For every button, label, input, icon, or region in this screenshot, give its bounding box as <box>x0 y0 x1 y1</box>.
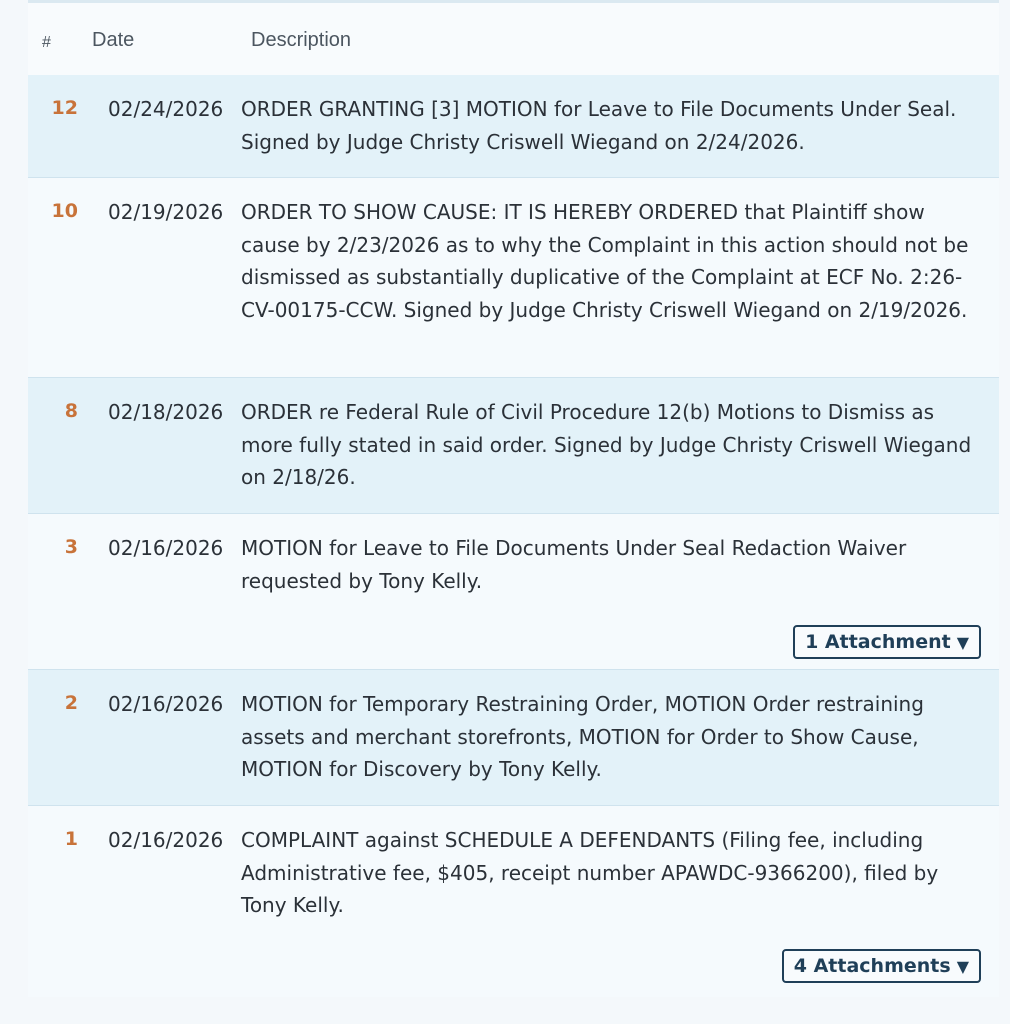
entry-date: 02/19/2026 <box>108 200 224 224</box>
entry-description: MOTION for Temporary Restraining Order, MOTION Order restraining assets and merchant storefronts, MOTION for Order to Show Cause, MOTION for Discovery by Tony Kelly. <box>241 692 924 782</box>
column-header-description: Description <box>251 29 352 51</box>
attachments-button[interactable] <box>782 949 981 983</box>
column-header-number: # <box>42 34 51 51</box>
entry-description: ORDER re Federal Rule of Civil Procedure 12(b) Motions to Dismiss as more fully stated in said order. Signed by Judge Christy Criswell Wiegand on 2/18/26. <box>241 400 972 490</box>
docket-table <box>28 0 999 994</box>
docket-entry-row <box>28 514 999 670</box>
docket-entry-row <box>28 75 999 178</box>
entry-date: 02/18/2026 <box>108 400 224 424</box>
entry-number: 3 <box>64 536 78 558</box>
entry-description: COMPLAINT against SCHEDULE A DEFENDANTS (Filing fee, including Administrative fee, $405, receipt number APAWDC-9366200), filed by Tony Kelly. <box>241 828 939 918</box>
column-header-date: Date <box>92 29 135 51</box>
caret-down-icon: ▼ <box>956 957 969 976</box>
entry-date: 02/24/2026 <box>108 97 224 121</box>
entry-description: MOTION for Leave to File Documents Under Seal Redaction Waiver requested by Tony Kelly. <box>241 536 907 593</box>
entry-number: 10 <box>51 200 78 222</box>
attachments-label: 4 Attachments <box>793 955 951 977</box>
docket-table-header <box>28 3 999 76</box>
entry-number: 1 <box>64 828 78 850</box>
entry-number: 12 <box>51 97 78 119</box>
entry-date: 02/16/2026 <box>108 828 224 852</box>
entry-description: ORDER GRANTING [3] MOTION for Leave to File Documents Under Seal. Signed by Judge Christy Criswell Wiegand on 2/24/2026. <box>241 97 957 154</box>
attachments-button[interactable] <box>793 625 981 659</box>
docket-entry-row <box>28 378 999 514</box>
docket-entry-row <box>28 178 999 378</box>
docket-entry-row <box>28 670 999 806</box>
docket-entry-row <box>28 806 999 997</box>
entry-description: ORDER TO SHOW CAUSE: IT IS HEREBY ORDERED that Plaintiff show cause by 2/23/2026 as to why the Complaint in this action should not be dismissed as substantially duplicative of the Complaint at ECF No. 2:26-CV-00175-CCW. Signed by Judge Christy Criswell Wiegand on 2/19/2026. <box>241 200 969 322</box>
entry-number: 2 <box>64 692 78 714</box>
entry-number: 8 <box>64 400 78 422</box>
caret-down-icon: ▼ <box>956 633 969 652</box>
entry-date: 02/16/2026 <box>108 692 224 716</box>
attachments-label: 1 Attachment <box>805 631 951 653</box>
entry-date: 02/16/2026 <box>108 536 224 560</box>
